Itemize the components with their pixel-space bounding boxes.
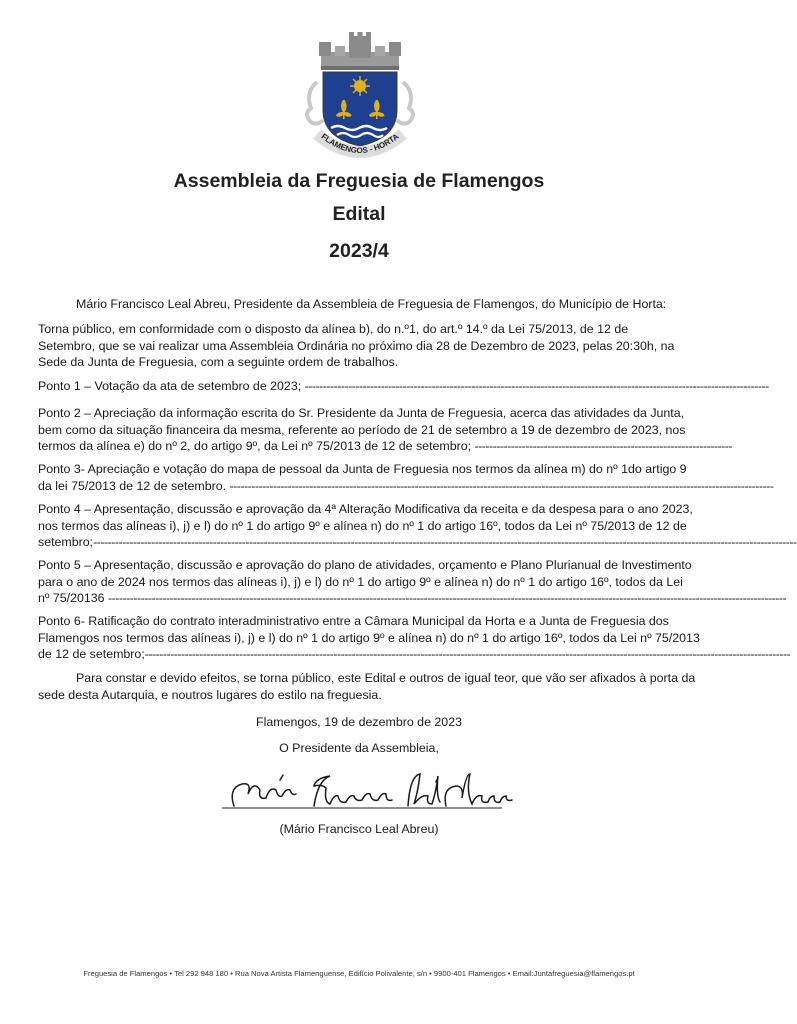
announcement-line: Setembro, que se vai realizar uma Assembleia Ordinária no próximo dia 28 de Dezembro de 2023, pelas 20:30h, na [38,338,675,353]
announcement-paragraph [38,321,684,371]
coat-of-arms-logo [299,30,421,158]
document-subtitle: Edital [332,203,386,225]
point-line: Ponto 6- Ratificação do contrato interadministrativo entre a Câmara Municipal da Horta e a Junta de Freguesia dos [38,614,669,628]
announcement-line: Torna público, em conformidade com o disposto da alínea b), do n.º1, do art.º 14.º da Lei 75/2013, de 12 de [38,322,629,336]
filler-dashes: ------------------------------------------------------------------------------------------------------------------------------------------------------------------------------------------- [108,591,787,605]
point-line: nos termos das alíneas i), j) e l) do nº 1 do artigo 9º e alínea n) do nº 1 do artigo 16º, todos da Lei nº 75/2013 de 12 de [38,518,687,533]
filler-dashes: ---------------------------------------------------------------------------------------------------------------------------------------------------------------------------------- [144,647,791,661]
point-line: Ponto 2 – Apreciação da informação escrita do Sr. Presidente da Junta de Freguesia, acerca das atividades da Junta, [38,406,685,420]
handwritten-signature [222,762,522,822]
point-line: Ponto 4 – Apresentação, discussão e aprovação da 4ª Alteração Modificativa da receita e da despesa para o ano 2023, [38,502,693,516]
filler-dashes: -------------------------------------------------------------------------------------------------------------------------------- [304,379,769,393]
point-line: nº 75/20136 ------------------------------------------------------------------------------------------------------------------------------------------------------------------------------------------- [38,591,787,605]
signatory-name: (Mário Francisco Leal Abreu) [279,822,439,836]
point-line: bem como da situação financeira da mesma, referente ao período de 21 de setembro a 19 de dezembro de 2023, nos [38,422,686,437]
point-line: da lei 75/2013 de 12 de setembro. ------------------------------------------------------------------------------------------------------------------------------------------------------ [38,478,774,493]
signatory-role: O Presidente da Assembleia, [279,741,439,755]
point-line: setembro;-------------------------------------------------------------------------------------------------------------------------------------------------------------------------------------------------- [38,535,797,549]
point-line: Ponto 1 – Votação da ata de setembro de 2023; -------------------------------------------------------------------------------------------------------------------------------- [38,379,769,393]
agenda-point-5 [38,557,787,607]
footer-contact-info: Freguesia de Flamengos • Tel 292 948 180 • Rua Nova Artista Flamenguense, Edifício Polivalente, s/n • 9900-401 Flamengos • Email:Juntafreguesia@flamengos.pt [83,969,635,978]
filler-dashes: ----------------------------------------------------------------------- [474,439,733,453]
closing-line: sede desta Autarquia, e noutros lugares do estilo na freguesia. [38,687,382,702]
point-line: Ponto 3- Apreciação e votação do mapa de pessoal da Junta de Freguesia nos termos da alínea m) do nº 1do artigo 9 [38,462,687,476]
document-title: Assembleia da Freguesia de Flamengos [173,170,545,192]
intro-paragraph: Mário Francisco Leal Abreu, Presidente da Assembleia de Freguesia de Flamengos, do Município de Horta: [76,297,667,311]
point-line: termos da alínea e) do nº 2, do artigo 9º, da Lei nº 75/2013 de 12 de setembro; ----------------------------------------------------------------------- [38,439,733,453]
agenda-point-2 [38,405,733,455]
point-line: Flamengos nos termos das alíneas i), j) e l) do nº 1 do artigo 9º e alínea n) do nº 1 do artigo 16º, todos da Lei nº 75/2013 [38,630,700,645]
svg-text:FLAMENGOS - HORTA: FLAMENGOS - HORTA [319,131,401,156]
place-and-date: Flamengos, 19 de dezembro de 2023 [256,715,462,729]
agenda-point-6 [38,613,791,663]
edital-number: 2023/4 [329,240,389,262]
filler-dashes: ------------------------------------------------------------------------------------------------------------------------------------------------------ [229,478,774,493]
agenda-point-3 [38,461,774,494]
closing-line: Para constar e devido efeitos, se torna público, este Edital e outros de igual teor, que vão ser afixados à porta da [76,671,696,685]
point-line: de 12 de setembro;---------------------------------------------------------------------------------------------------------------------------------------------------------------------------------- [38,647,791,661]
point-line: para o ano de 2024 nos termos das alíneas i), j) e l) do nº 1 do artigo 9º e alínea n) do nº 1 do artigo 16º, todos da Lei [38,574,683,589]
agenda-point-1 [38,378,769,395]
point-line: Ponto 5 – Apresentação, discussão e aprovação do plano de atividades, orçamento e Plano Plurianual de Investimento [38,558,692,572]
announcement-line: Sede da Junta de Freguesia, com a seguinte ordem de trabalhos. [38,355,399,369]
agenda-point-4 [38,501,797,551]
closing-paragraph [38,670,696,703]
filler-dashes: -------------------------------------------------------------------------------------------------------------------------------------------------------------------------------------------------- [93,535,797,549]
